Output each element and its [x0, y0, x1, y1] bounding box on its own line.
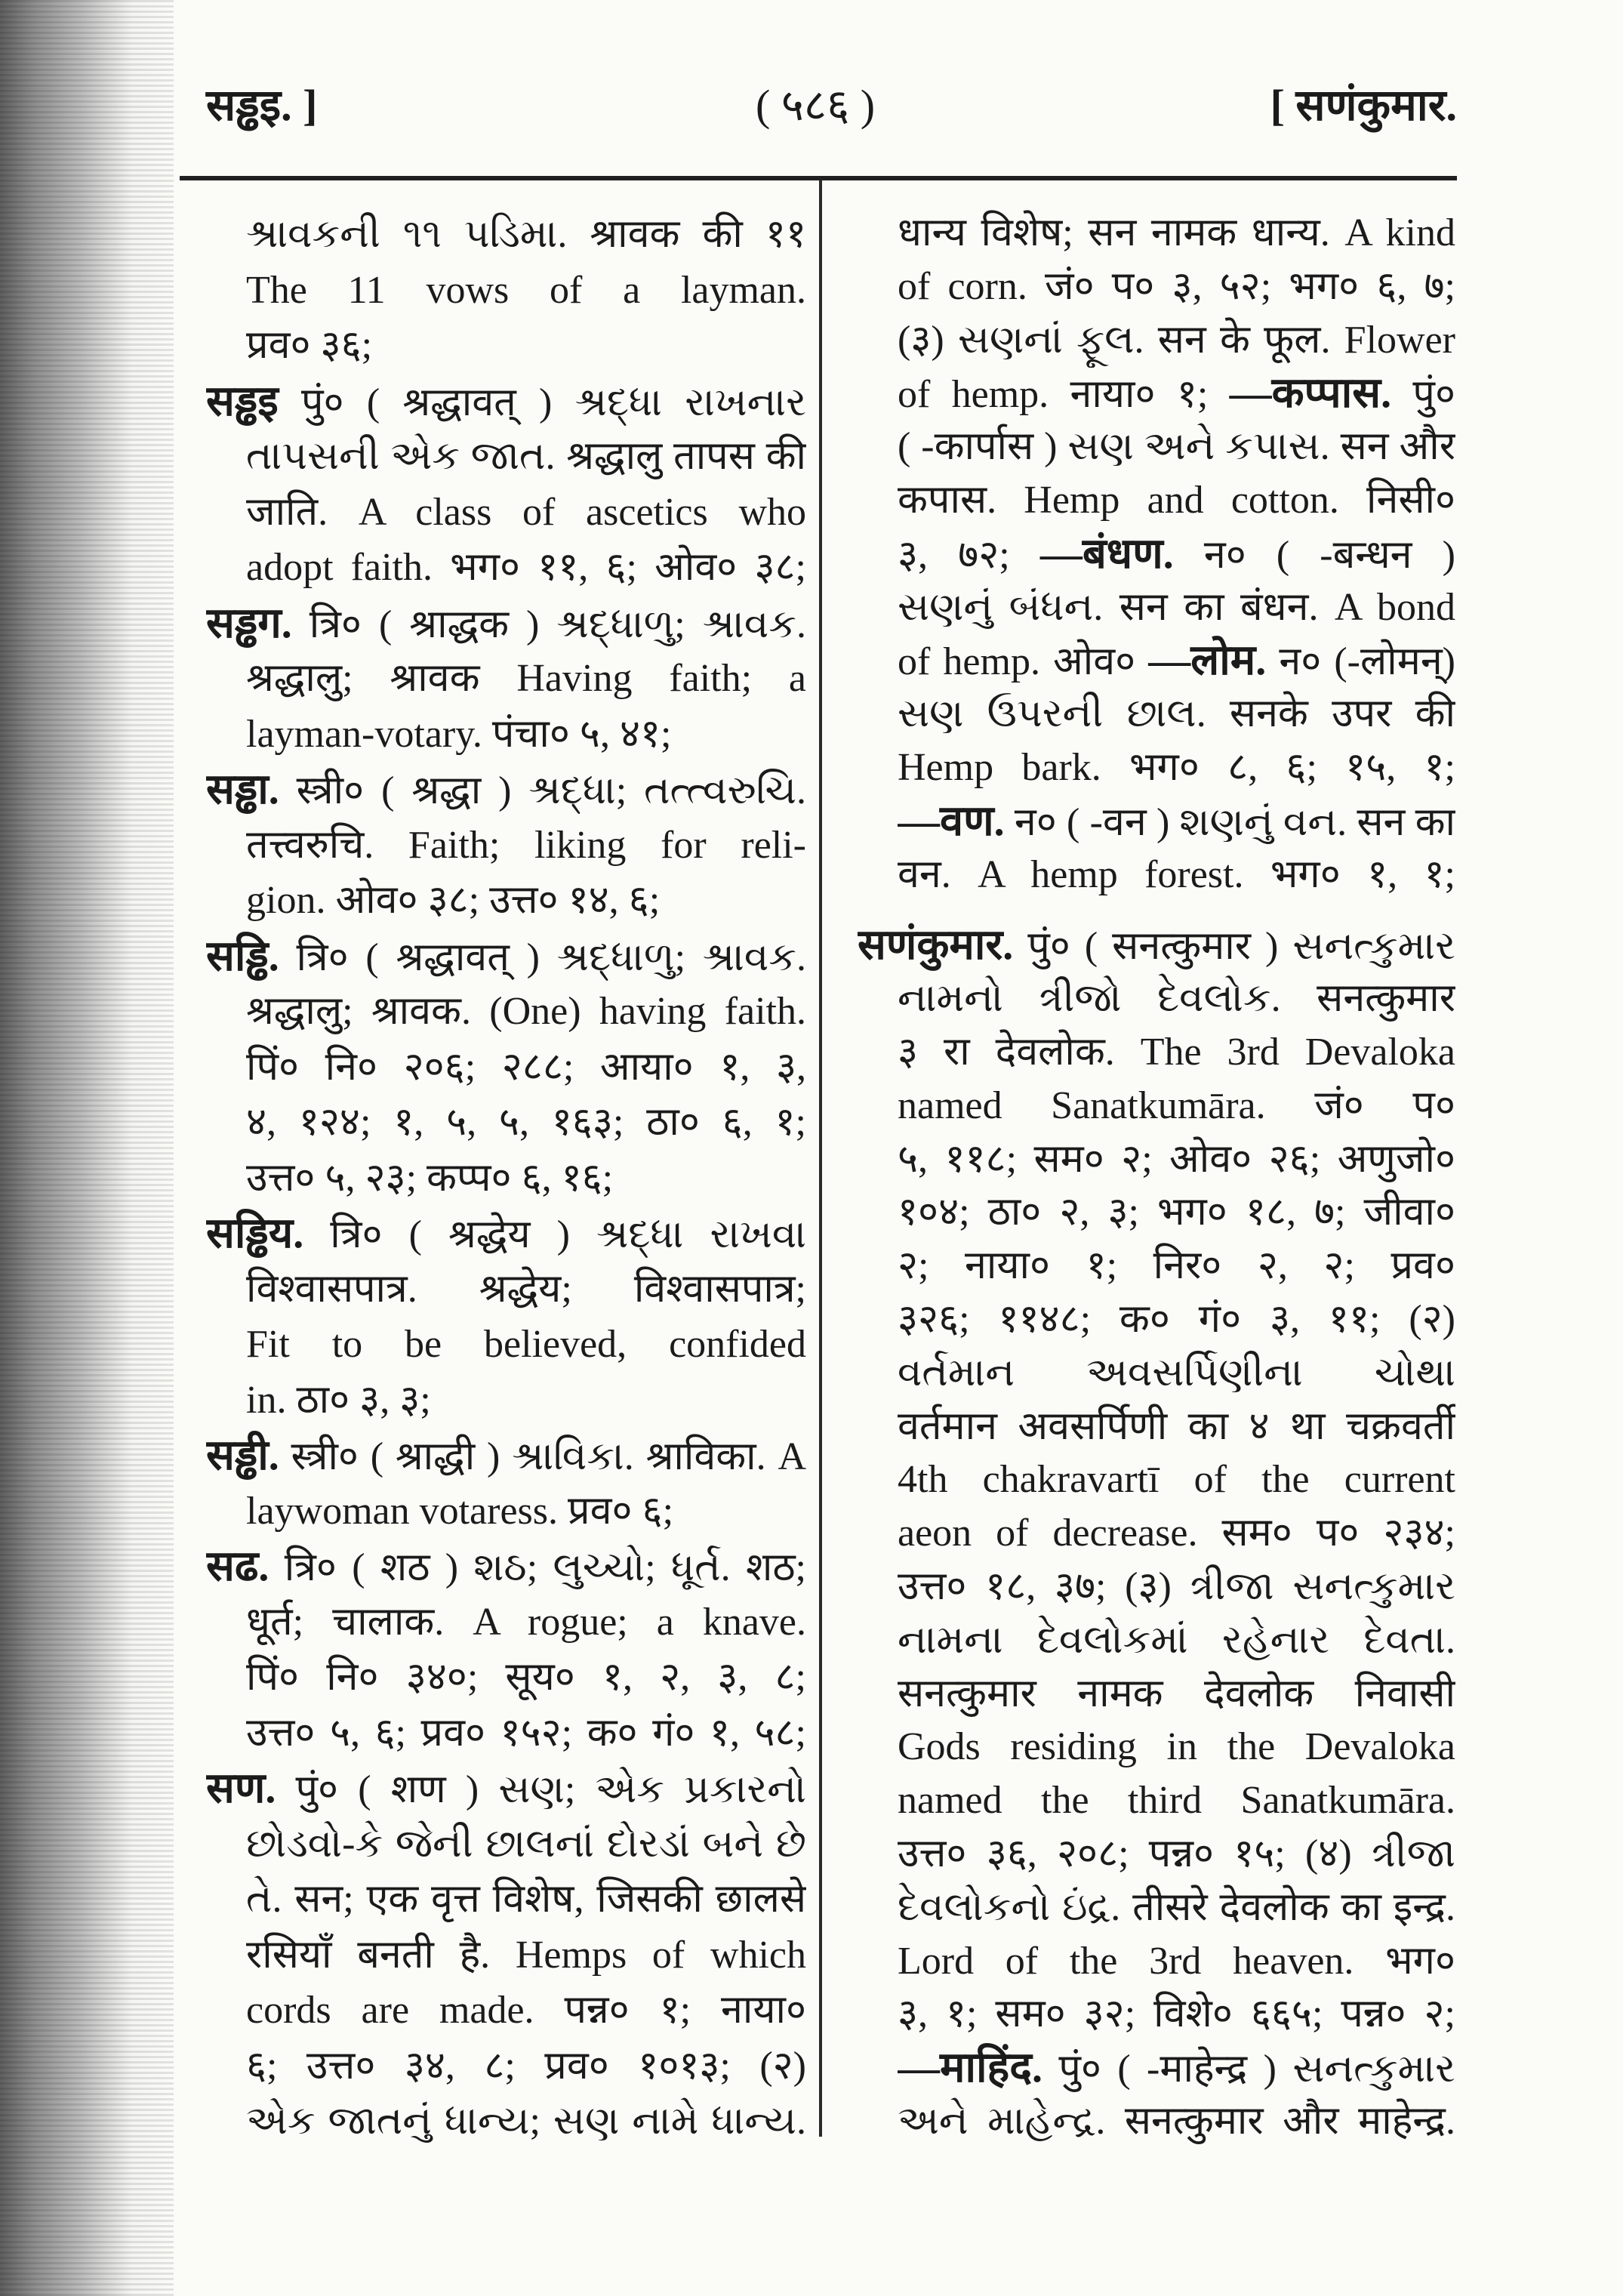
entry-text: ( -कार्पास ) સણ અને કપાસ. सन और: [898, 425, 1455, 469]
entry-text: वन. A hemp forest. भग० १, १;: [898, 852, 1455, 896]
entry-text: पुं० ( शण ) સણ; એક પ્રકારનો: [276, 1768, 806, 1811]
right-column-line: [898, 2094, 1455, 2149]
entry-text: धूर्त; चालाक. A rogue; a knave.: [246, 1600, 806, 1644]
entry-text: पिं० नि० २०६; २८८; आया० १, ३,: [246, 1045, 806, 1089]
entry-text: उत्त० ३६, २०८; पन्न० १५; (४) ત્રીજા: [898, 1832, 1455, 1875]
entry-text: તાપસની એક જાત. श्रद्धालु तापस की: [246, 435, 806, 478]
headword: —वण.: [898, 797, 1005, 845]
entry-text: त्रि० ( श्राद्धक ) શ્રદ્ધાળુ; શ્રાવક.: [291, 603, 806, 646]
right-column-line: [898, 1987, 1455, 2042]
right-column-line: [898, 1293, 1455, 1347]
right-column-line: [898, 260, 1455, 314]
entry-text: धान्य विशेष; सन नामक धान्य. A kind: [898, 211, 1455, 254]
entry-text: कपास. Hemp and cotton. निसी०: [898, 479, 1455, 522]
entry-text: of hemp. ओव०: [898, 640, 1149, 684]
right-column-line: [898, 972, 1455, 1026]
right-column-line: [898, 473, 1455, 528]
headword: सड्ढइ: [206, 378, 279, 425]
entry-text: Gods residing in the Devaloka: [898, 1725, 1455, 1769]
entry-text: વર્તમાન અવસર્પિણીના ચોથા: [898, 1351, 1455, 1395]
left-column-line: [246, 485, 806, 540]
headword: सड्ढा.: [206, 766, 279, 813]
right-column-line: [898, 1025, 1455, 1080]
headword: —लोम.: [1148, 637, 1267, 685]
entry-text: श्रद्धालु; श्रावक. (One) having faith.: [246, 990, 806, 1033]
left-column-line: [206, 763, 806, 817]
entry-text: सनत्कुमार नामक देवलोक निवासी: [898, 1672, 1455, 1715]
entry-text: છોડવો-કે જેની છાલનાં દોરડાં બને છે: [246, 1822, 806, 1866]
entry-text: ६; उत्त० ३४, ८; प्रव० १०१३; (२): [246, 2044, 806, 2088]
entry-text: named the third Sanatkumāra.: [898, 1779, 1455, 1823]
left-column-line: [246, 1817, 806, 1872]
right-column-line: [898, 1720, 1455, 1774]
right-column-line: [898, 1346, 1455, 1401]
right-column-line: [898, 687, 1455, 741]
left-column-line: [246, 1262, 806, 1317]
left-column-line: [206, 1207, 806, 1261]
entry-text: cords are made. पन्न० १; नाया०: [246, 1989, 806, 2032]
entry-text: न० (-लोमन्): [1266, 640, 1455, 684]
right-column-line: [898, 1881, 1455, 1935]
right-column-line: [898, 420, 1455, 474]
entry-text: स्त्री० ( श्रद्धा ) શ્રદ્ધા; તત્ત્વરુચિ.: [296, 769, 806, 812]
left-column-line: [246, 1595, 806, 1650]
right-column-line: [898, 366, 1455, 421]
running-head-left: सड्ढइ. ]: [206, 81, 318, 130]
entry-text: विश्वासपात्र. श्रद्धेय; विश्वासपात्र;: [246, 1267, 806, 1311]
headword: —बंधण.: [1039, 530, 1174, 578]
left-column-line: [246, 430, 806, 484]
entry-text: નામનો ત્રીજો દેવલોક. सनत्कुमार: [898, 977, 1455, 1021]
right-column-line: [898, 741, 1455, 795]
right-column-line: [898, 1560, 1455, 1614]
left-column-line: [206, 929, 806, 984]
entry-text: उत्त० १८, ३७; (३) ત્રીજા સનત્કુમાર: [898, 1565, 1455, 1608]
right-column-line: [898, 313, 1455, 368]
entry-text: पुं० ( सनत्कुमार ) સનત્કુમાર: [1013, 925, 1455, 969]
right-column-line: [858, 918, 1455, 972]
left-column-line: [246, 1706, 806, 1761]
entry-text: स्त्री० ( श्राद्धी ) શ્રાવિકા. श्राविका. A: [279, 1435, 806, 1478]
headword: सणंकुमार.: [858, 922, 1014, 969]
entry-text: न० ( -बन्धन ): [1173, 533, 1455, 577]
entry-text: पुं० ( श्रद्धावत् ) શ્રદ્ધા રાખનાર: [278, 381, 806, 424]
headword: सड्ढि.: [206, 932, 279, 980]
entry-text: Hemp bark. भग० ८, ६; १५, १;: [898, 746, 1455, 789]
left-column-line: [246, 208, 806, 262]
right-column-line: [898, 527, 1455, 581]
left-column-line: [246, 1040, 806, 1095]
left-column-line: [246, 2094, 806, 2149]
page-number: ( ५८६ ): [755, 81, 876, 130]
entry-text: aeon of decrease. सम० प० २३४;: [898, 1512, 1455, 1555]
entry-text: ३ रा देवलोक. The 3rd Devaloka: [898, 1031, 1455, 1074]
scan-binding-shadow: [0, 0, 174, 2296]
left-column-line: [246, 1096, 806, 1150]
entry-text: त्रि० ( श्रद्धेय ) શ્રદ્ધા રાખવા: [330, 1213, 806, 1256]
left-column-line: [246, 2039, 806, 2094]
entry-text: શ્રાવકની ૧૧ પડિમા. श्रावक की ११: [246, 213, 806, 256]
left-column-line: [246, 541, 806, 595]
left-column-line: [246, 1318, 806, 1372]
entry-text: रसियाँ बनती है. Hemps of which: [246, 1933, 806, 1977]
right-column-line: [898, 633, 1455, 688]
right-column-line: [898, 1133, 1455, 1187]
right-column-line: [898, 1453, 1455, 1507]
entry-text: १०४; ठा० २, ३; भग० १८, ७; जीवा०: [898, 1191, 1455, 1234]
entry-text: वर्तमान अवसर्पिणी का ४ था चक्रवर्ती: [898, 1404, 1455, 1448]
running-head-right: [ सणंकुमार.: [1270, 81, 1457, 130]
headword: सढ.: [206, 1543, 269, 1590]
right-column: [858, 0, 1455, 2296]
right-column-line: [898, 581, 1455, 635]
left-column: [206, 0, 806, 2296]
right-column-line: [898, 2041, 1455, 2095]
entry-text: અને માહેન્દ્ર. सनत्कुमार और माहेन्द्र.: [898, 2100, 1455, 2143]
left-column-line: [246, 1650, 806, 1705]
entry-text: २; नाया० १; निर० २, २; प्रव०: [898, 1244, 1455, 1288]
right-column-line: [898, 1827, 1455, 1881]
left-column-line: [206, 1539, 806, 1594]
entry-text: gion. ओव० ३८; उत्त० १४, ६;: [246, 879, 661, 922]
entry-text: श्रद्धालु; श्रावक Having faith; a: [246, 657, 806, 700]
entry-text: ४, १२४; १, ५, ५, १६३; ठा० ६, १;: [246, 1101, 806, 1144]
left-column-line: [246, 264, 806, 318]
entry-text: સણ ઉપરની છાલ. सनके उपर की: [898, 692, 1455, 736]
entry-text: ५, ११८; सम० २; ओव० २६; अणुजो०: [898, 1137, 1455, 1181]
right-column-line: [898, 1934, 1455, 1989]
entry-text: Lord of the 3rd heaven. भग०: [898, 1939, 1455, 1983]
left-column-line: [246, 1872, 806, 1927]
right-column-line: [898, 1239, 1455, 1293]
entry-text: 4th chakravartī of the current: [898, 1458, 1455, 1502]
right-column-line: [898, 1079, 1455, 1133]
left-column-line: [246, 652, 806, 706]
headword: सण.: [206, 1765, 276, 1812]
right-column-line: [898, 1185, 1455, 1240]
right-column-line: [898, 1774, 1455, 1828]
entry-text: ३, ७२;: [898, 533, 1040, 577]
left-column-line: [246, 818, 806, 873]
entry-text: जाति. A class of ascetics who: [246, 490, 806, 534]
left-column-line: [246, 1484, 806, 1539]
entry-text: in. ठा० ३, ३;: [246, 1378, 431, 1422]
entry-text: તે. सन; एक वृत्त विशेष, जिसकी छालसे: [246, 1878, 806, 1921]
headword: —कप्पास.: [1229, 370, 1392, 418]
headword: सड्ढग.: [206, 599, 292, 647]
left-column-line: [246, 1928, 806, 1983]
entry-text: उत्त० ५, ६; प्रव० १५२; क० गं० १, ५८;: [246, 1711, 806, 1755]
entry-text: layman-votary. पंचा० ५, ४१;: [246, 712, 672, 756]
entry-text: पुं० ( -माहेन्द्र ) સનત્કુમાર: [1042, 2048, 1455, 2091]
left-column-line: [246, 319, 806, 373]
left-column-line: [246, 1151, 806, 1206]
entry-text: ३, १; सम० ३२; विशे० ६६५; पन्न० २;: [898, 1992, 1455, 2036]
entry-text: of hemp. नाया० १;: [898, 373, 1230, 417]
entry-text: સણનું બંધન. सन का बंधन. A bond: [898, 585, 1455, 629]
left-column-line: [206, 1761, 806, 1816]
left-column-line: [206, 1428, 806, 1483]
left-column-line: [246, 874, 806, 928]
entry-text: adopt faith. भग० ११, ६; ओव० ३८;: [246, 546, 806, 589]
entry-text: એક જાતનું ધાન્ય; સણ નામે ધાન્ય.: [246, 2100, 806, 2143]
right-column-line: [898, 794, 1455, 849]
entry-text: દેવલોકનો ઇંદ્ર. तीसरे देवलोक का इन्द्र.: [898, 1885, 1455, 1929]
entry-text: उत्त० ५, २३; कप्प० ६, १६;: [246, 1156, 614, 1200]
column-divider: [819, 180, 822, 2137]
entry-text: त्रि० ( श्रद्धावत् ) શ્રદ્ધાળુ; શ્રાવક.: [279, 935, 806, 979]
left-column-line: [246, 1373, 806, 1428]
left-column-line: [206, 374, 806, 429]
headword: सड्ढी.: [206, 1432, 279, 1479]
entry-text: तत्त्वरुचि. Faith; liking for reli-: [246, 823, 806, 867]
left-column-line: [246, 1983, 806, 2038]
left-column-line: [206, 596, 806, 651]
entry-text: named Sanatkumāra. जं० प०: [898, 1083, 1455, 1127]
left-column-line: [246, 985, 806, 1039]
entry-text: त्रि० ( शठ ) શઠ; લુચ્ચો; ધૂર્ત. शठ;: [284, 1546, 806, 1589]
entry-text: The 11 vows of a layman.: [246, 268, 806, 312]
entry-text: laywoman votaress. प्रव० ६;: [246, 1489, 674, 1533]
entry-text: of corn. जं० प० ३, ५२; भग० ६, ७;: [898, 264, 1455, 308]
entry-text: पुं०: [1391, 373, 1455, 417]
entry-text: (३) સણનાં ફૂલ. सन के फूल. Flower: [898, 318, 1455, 362]
entry-text: प्रव० ३६;: [246, 324, 373, 367]
headword: —माहिंद.: [898, 2045, 1042, 2092]
entry-text: Fit to be believed, confided: [246, 1323, 806, 1366]
entry-text: ३२६; ११४८; क० गं० ३, ११; (२): [898, 1298, 1455, 1341]
entry-text: न० ( -वन ) શણનું વન. सन का: [1004, 800, 1455, 844]
entry-text: पिं० नि० ३४०; सूय० १, २, ३, ८;: [246, 1656, 806, 1699]
right-column-line: [898, 206, 1455, 260]
right-column-line: [898, 1667, 1455, 1721]
right-column-line: [898, 1400, 1455, 1454]
headword: सड्ढिय.: [206, 1210, 304, 1257]
right-column-line: [898, 1506, 1455, 1561]
right-column-line: [898, 1613, 1455, 1668]
right-column-line: [898, 848, 1455, 902]
entry-text: નામના દેવલોકમાં રહેનાર દેવતા.: [898, 1618, 1455, 1662]
left-column-line: [246, 707, 806, 762]
